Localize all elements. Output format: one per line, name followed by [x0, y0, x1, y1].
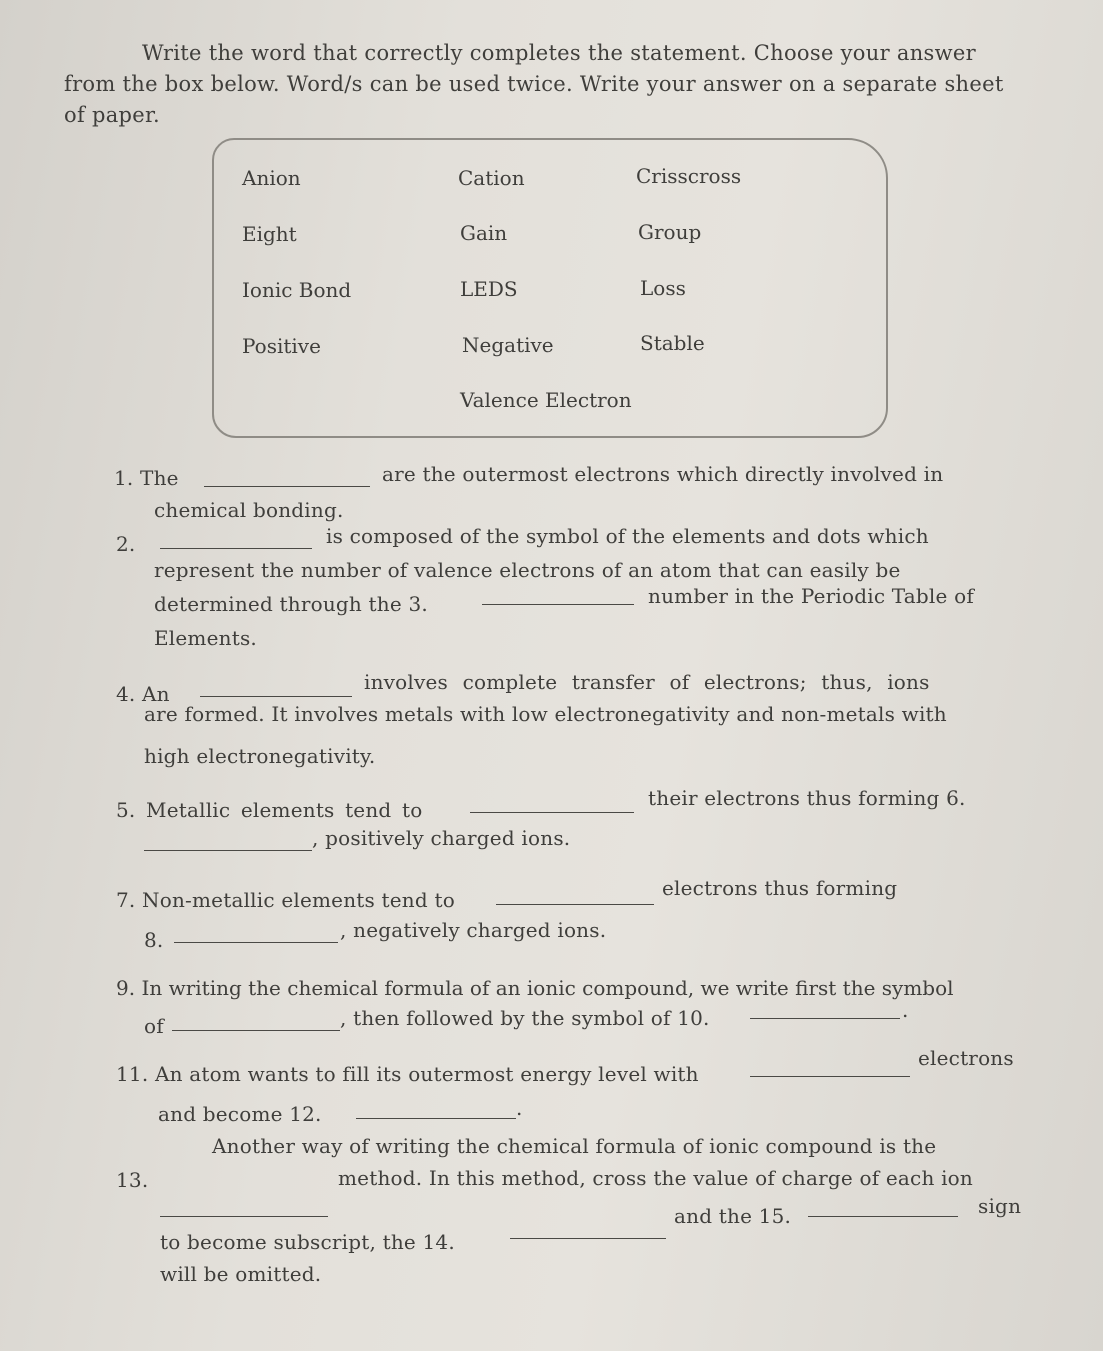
q11-start: 11. An atom wants to fill its outermost energy level with [116, 1062, 699, 1086]
q15-line-end: will be omitted. [160, 1262, 322, 1286]
q8-start: 8. [144, 928, 164, 952]
word-loss: Loss [640, 276, 686, 300]
q1-end: chemical bonding. [154, 498, 344, 522]
word-positive: Positive [242, 334, 321, 358]
q8-answer-blank[interactable] [174, 924, 338, 943]
q3-start: determined through the 3. [154, 592, 428, 616]
q11-answer-blank[interactable] [750, 1058, 910, 1077]
q14-answer-blank[interactable] [510, 1220, 666, 1239]
word-leds: LEDS [460, 277, 518, 301]
q3-answer-blank[interactable] [482, 586, 634, 605]
q10-answer-blank[interactable] [750, 1000, 900, 1019]
q12-start: and become 12. [158, 1102, 322, 1126]
q7-start: 7. Non-metallic elements tend to [116, 888, 455, 912]
q13-line2: method. In this method, cross the value of charge of each ion [338, 1166, 974, 1190]
word-eight: Eight [242, 222, 297, 246]
q2-start: 2. [116, 532, 136, 556]
q13-number: 13. [116, 1168, 149, 1192]
instructions: Write the word that correctly completes the statement. Choose your answer from the box below. Word/s can be used twice. Write your answer on a separate sheet of paper. [64, 41, 1004, 127]
q10-start: , then followed by the symbol of 10. [340, 1006, 710, 1030]
q15-start: and the 15. [674, 1204, 792, 1228]
q9-answer-blank[interactable] [172, 1012, 340, 1031]
q8-end: , negatively charged ions. [340, 918, 607, 942]
q4-answer-blank[interactable] [200, 678, 352, 697]
q5-middle: their electrons thus forming 6. [648, 786, 966, 810]
q6-end: , positively charged ions. [312, 826, 571, 850]
q14-start: to become subscript, the 14. [160, 1230, 455, 1254]
word-group: Group [638, 220, 702, 244]
word-ionic-bond: Ionic Bond [242, 278, 352, 302]
q10-end: . [902, 998, 909, 1022]
q1-start: 1. The [114, 466, 179, 490]
q2-line2: represent the number of valence electrons of an atom that can easily be [154, 558, 901, 582]
q7-answer-blank[interactable] [496, 886, 654, 905]
word-gain: Gain [460, 221, 508, 245]
q12-end: . [516, 1096, 523, 1120]
word-valence-electron: Valence Electron [460, 388, 632, 412]
q5-start: 5. Metallic elements tend to [116, 798, 423, 822]
word-cation: Cation [458, 166, 525, 190]
q9-start: of [144, 1014, 164, 1038]
word-anion: Anion [242, 166, 301, 190]
q7-middle: electrons thus forming [662, 876, 898, 900]
q3-middle: number in the Periodic Table of [648, 584, 974, 608]
q13-answer-blank[interactable] [160, 1198, 328, 1217]
q13-line1: Another way of writing the chemical formula of ionic compound is the [212, 1134, 937, 1158]
q1-middle: are the outermost electrons which directly involved in [382, 462, 944, 486]
q15-answer-blank[interactable] [808, 1198, 958, 1217]
q4-end: high electronegativity. [144, 744, 376, 768]
q5-answer-blank[interactable] [470, 794, 634, 813]
q2-middle: is composed of the symbol of the elements and dots which [326, 524, 929, 548]
q4-line2: are formed. It involves metals with low electronegativity and non-metals with [144, 702, 947, 726]
q15-end: sign [978, 1194, 1022, 1218]
q6-answer-blank[interactable] [144, 832, 312, 851]
q4-middle: involves complete transfer of electrons; thus, ions [364, 670, 930, 694]
q1-answer-blank[interactable] [204, 468, 370, 487]
q4-start: 4. An [116, 682, 170, 706]
word-crisscross: Crisscross [636, 164, 742, 188]
q2-answer-blank[interactable] [160, 530, 312, 549]
word-negative: Negative [462, 333, 554, 357]
q12-answer-blank[interactable] [356, 1100, 516, 1119]
word-stable: Stable [640, 331, 705, 355]
q9-line1: 9. In writing the chemical formula of an ionic compound, we write first the symbol [116, 976, 954, 1000]
q3-end: Elements. [154, 626, 257, 650]
q11-end: electrons [918, 1046, 1014, 1070]
